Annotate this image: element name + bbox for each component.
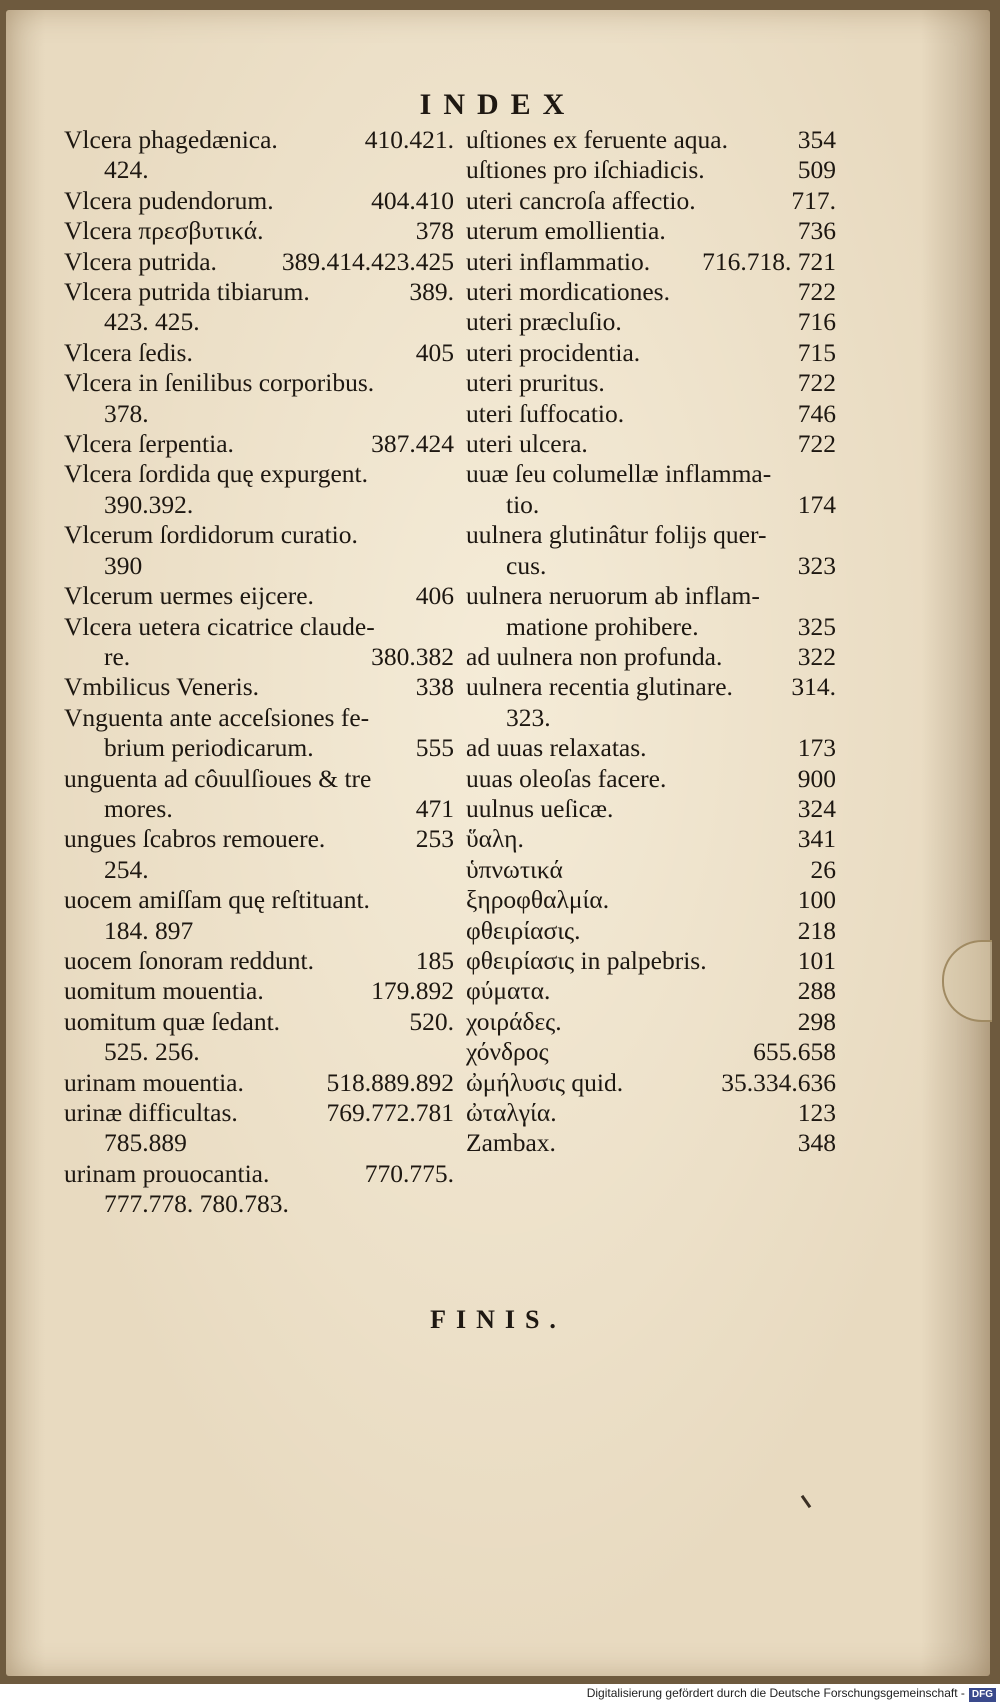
continuation-text: 378. bbox=[104, 398, 149, 428]
page-reference: 509 bbox=[797, 155, 836, 185]
index-entry bbox=[64, 1068, 454, 1098]
index-entry-line bbox=[64, 885, 454, 915]
page-reference: 722 bbox=[797, 368, 836, 398]
continuation-text: 424. bbox=[104, 155, 149, 185]
page-reference: 555 bbox=[415, 733, 454, 763]
index-entry-line bbox=[466, 1098, 836, 1128]
continuation-text: 184. 897 bbox=[104, 915, 194, 945]
index-term: urinam mouentia. bbox=[64, 1067, 244, 1097]
page-reference: 348 bbox=[797, 1128, 836, 1158]
index-entry-line bbox=[466, 247, 836, 277]
continuation-text: 423. 425. bbox=[104, 307, 200, 337]
footer-text: Digitalisierung gefördert durch die Deutsche Forschungsgemeinschaft - bbox=[586, 1686, 965, 1700]
index-entry-line bbox=[466, 459, 836, 489]
index-term: φύματα. bbox=[466, 976, 551, 1006]
continuation-text: cus. bbox=[506, 550, 547, 580]
page-reference: 406 bbox=[415, 581, 454, 611]
index-entry bbox=[466, 338, 836, 368]
page-reference: 716.718. 721 bbox=[702, 246, 836, 276]
page-reference: 387.424 bbox=[371, 429, 454, 459]
page-reference: 736 bbox=[797, 216, 836, 246]
page-reference: 35.334.636 bbox=[721, 1067, 836, 1097]
index-entry-line bbox=[64, 277, 454, 307]
index-entry bbox=[64, 946, 454, 976]
page-reference: 341 bbox=[797, 824, 836, 854]
index-entry-line bbox=[64, 672, 454, 702]
index-term: uteri præcluſio. bbox=[466, 307, 622, 337]
index-term: uulnera glutinâtur folijs quer- bbox=[466, 520, 767, 550]
index-term: uteri ſuffocatio. bbox=[466, 398, 625, 428]
index-entry-line bbox=[64, 216, 454, 246]
index-entry-continuation bbox=[64, 307, 454, 337]
index-entry bbox=[466, 824, 836, 854]
index-term: Zambax. bbox=[466, 1128, 556, 1158]
index-entry-line bbox=[64, 186, 454, 216]
index-entry bbox=[64, 186, 454, 216]
page-reference: 325 bbox=[797, 611, 836, 641]
index-entry-line bbox=[466, 581, 836, 611]
left-index-column bbox=[64, 125, 454, 1220]
index-entry bbox=[64, 216, 454, 246]
index-term: uteri cancroſa affectio. bbox=[466, 185, 696, 215]
index-entry-line bbox=[64, 581, 454, 611]
index-term: Vmbilicus Veneris. bbox=[64, 672, 260, 702]
index-entry-line bbox=[64, 976, 454, 1006]
index-entry bbox=[466, 247, 836, 277]
index-entry bbox=[466, 1037, 836, 1067]
index-entry bbox=[466, 642, 836, 672]
index-term: uuas oleoſas facere. bbox=[466, 763, 667, 793]
continuation-text: 525. 256. bbox=[104, 1037, 200, 1067]
continuation-text: matione prohibere. bbox=[506, 611, 699, 641]
index-entry-line bbox=[64, 247, 454, 277]
index-entry-continuation bbox=[64, 642, 454, 672]
page-reference: 389.414.423.425 bbox=[281, 246, 454, 276]
index-entry-line bbox=[64, 1007, 454, 1037]
index-entry bbox=[466, 794, 836, 824]
continuation-text: 390 bbox=[104, 550, 143, 580]
index-term: ὠμήλυσις quid. bbox=[466, 1067, 624, 1097]
index-term: φθειρίασις. bbox=[466, 915, 581, 945]
continuation-text: 390.392. bbox=[104, 489, 194, 519]
index-entry bbox=[64, 703, 454, 764]
index-term: Vlcera uetera cicatrice claude- bbox=[64, 611, 375, 641]
index-term: Vlcera ſedis. bbox=[64, 337, 193, 367]
index-entry-line bbox=[466, 1068, 836, 1098]
index-entry-line bbox=[466, 764, 836, 794]
page-reference: 101 bbox=[797, 945, 836, 975]
page-reference: 518.889.892 bbox=[326, 1067, 454, 1097]
page-reference: 389. bbox=[409, 277, 454, 307]
page-reference: 471 bbox=[415, 793, 454, 823]
index-entry-continuation bbox=[64, 916, 454, 946]
index-term: ὠταλγία. bbox=[466, 1098, 557, 1127]
page-reference: 354 bbox=[797, 125, 836, 154]
index-term: χόνδρος bbox=[466, 1037, 549, 1067]
index-entry bbox=[466, 459, 836, 520]
index-entry-continuation bbox=[64, 155, 454, 185]
index-entry bbox=[64, 1159, 454, 1220]
index-entry bbox=[64, 1007, 454, 1068]
page-reference: 173 bbox=[797, 733, 836, 763]
index-entry bbox=[64, 824, 454, 885]
index-entry-line bbox=[64, 459, 454, 489]
page-reference: 253 bbox=[415, 824, 454, 854]
index-entry-continuation bbox=[466, 703, 836, 733]
index-term: uterum emollientia. bbox=[466, 216, 666, 246]
index-entry bbox=[466, 520, 836, 581]
index-entry-continuation bbox=[64, 794, 454, 824]
index-term: urinæ difficultas. bbox=[64, 1098, 238, 1127]
index-entry-line bbox=[466, 216, 836, 246]
index-entry-line bbox=[466, 976, 836, 1006]
continuation-text: 254. bbox=[104, 854, 149, 884]
page-reference: 717. bbox=[791, 185, 836, 215]
index-term: Vlcera putrida. bbox=[64, 246, 217, 276]
index-term: uulnera neruorum ab inflam- bbox=[466, 581, 760, 611]
paper-clip-mark bbox=[942, 940, 992, 1022]
index-entry-line bbox=[466, 307, 836, 337]
index-entry bbox=[466, 976, 836, 1006]
index-term: Vlcera ſordida quę expurgent. bbox=[64, 459, 368, 489]
index-term: uomitum mouentia. bbox=[64, 976, 264, 1006]
index-entry-line bbox=[466, 125, 836, 155]
index-term: uomitum quæ ſedant. bbox=[64, 1006, 281, 1036]
index-entry bbox=[64, 429, 454, 459]
index-entry-line bbox=[64, 338, 454, 368]
index-entry bbox=[466, 277, 836, 307]
index-entry-line bbox=[64, 703, 454, 733]
index-term: Vnguenta ante acceſsiones fe- bbox=[64, 702, 370, 732]
dfg-logo-icon: DFG bbox=[969, 1688, 996, 1702]
index-term: Vlcera pudendorum. bbox=[64, 185, 274, 215]
page-reference: 410.421. bbox=[364, 125, 454, 154]
index-entry-line bbox=[466, 855, 836, 885]
index-entry-line bbox=[64, 612, 454, 642]
index-entry bbox=[64, 672, 454, 702]
index-term: Vlcera πρεσβυτικά. bbox=[64, 216, 264, 246]
index-entry-line bbox=[64, 520, 454, 550]
index-entry-continuation bbox=[64, 490, 454, 520]
index-entry bbox=[466, 368, 836, 398]
index-entry-line bbox=[466, 824, 836, 854]
finis-label: FINIS. bbox=[430, 1305, 566, 1334]
index-term: ungues ſcabros remouere. bbox=[64, 824, 326, 854]
page-reference: 338 bbox=[415, 672, 454, 702]
index-term: uocem amiſſam quę reſtituant. bbox=[64, 885, 370, 915]
index-entry-line bbox=[466, 733, 836, 763]
index-entry bbox=[466, 1068, 836, 1098]
index-entry-line bbox=[64, 1159, 454, 1189]
index-entry bbox=[64, 338, 454, 368]
index-entry-line bbox=[466, 155, 836, 185]
page-header: INDEX bbox=[419, 88, 577, 121]
index-term: uſtiones ex feruente aqua. bbox=[466, 125, 728, 154]
index-entry-line bbox=[466, 429, 836, 459]
index-entry bbox=[466, 216, 836, 246]
ink-mark bbox=[801, 1495, 811, 1508]
index-entry-line bbox=[466, 916, 836, 946]
index-entry-line bbox=[466, 520, 836, 550]
index-entry-line bbox=[64, 1068, 454, 1098]
index-term: uteri inflammatio. bbox=[466, 246, 651, 276]
index-entry bbox=[466, 1007, 836, 1037]
continuation-text: tio. bbox=[506, 489, 540, 519]
index-entry-line bbox=[466, 1007, 836, 1037]
index-term: uuæ ſeu columellæ inflamma- bbox=[466, 459, 772, 489]
index-entry-line bbox=[466, 946, 836, 976]
continuation-text: 785.889 bbox=[104, 1128, 187, 1158]
digitization-footer bbox=[0, 1684, 1000, 1702]
index-term: uulnus ueſicæ. bbox=[466, 793, 614, 823]
page-reference: 288 bbox=[797, 976, 836, 1006]
index-entry-continuation bbox=[466, 490, 836, 520]
index-term: uteri mordicationes. bbox=[466, 277, 670, 307]
index-entry-line bbox=[466, 186, 836, 216]
index-entry bbox=[64, 885, 454, 946]
index-term: urinam prouocantia. bbox=[64, 1158, 270, 1188]
page-reference: 378 bbox=[415, 216, 454, 246]
index-entry bbox=[466, 764, 836, 794]
index-term: χοιράδες. bbox=[466, 1006, 562, 1036]
index-entry bbox=[64, 764, 454, 825]
index-entry-line bbox=[466, 1037, 836, 1067]
index-entry-line bbox=[466, 1128, 836, 1158]
index-term: ad uuas relaxatas. bbox=[466, 733, 647, 763]
index-term: uteri ulcera. bbox=[466, 429, 588, 459]
index-entry-continuation bbox=[64, 1189, 454, 1219]
index-entry-continuation bbox=[64, 399, 454, 429]
index-term: Vlcera in ſenilibus corporibus. bbox=[64, 368, 375, 398]
index-entry bbox=[64, 247, 454, 277]
index-entry bbox=[64, 125, 454, 186]
index-entry bbox=[466, 429, 836, 459]
continuation-text: 777.778. 780.783. bbox=[104, 1189, 289, 1219]
page-reference: 716 bbox=[797, 307, 836, 337]
page-reference: 715 bbox=[797, 337, 836, 367]
index-entry-line bbox=[466, 642, 836, 672]
page-reference: 404.410 bbox=[371, 185, 454, 215]
index-entry bbox=[466, 1098, 836, 1128]
index-entry bbox=[466, 946, 836, 976]
index-term: Vlcerum ſordidorum curatio. bbox=[64, 520, 358, 550]
index-entry-continuation bbox=[466, 612, 836, 642]
page-reference: 770.775. bbox=[364, 1158, 454, 1188]
page-reference: 746 bbox=[797, 398, 836, 428]
page-reference: 322 bbox=[797, 641, 836, 671]
index-entry bbox=[466, 399, 836, 429]
index-term: Vlcerum uermes eijcere. bbox=[64, 581, 314, 611]
page-reference: 179.892 bbox=[371, 976, 454, 1006]
index-entry-line bbox=[64, 429, 454, 459]
index-term: ὕαλη. bbox=[466, 824, 524, 854]
book-page bbox=[6, 10, 990, 1676]
index-entry-continuation bbox=[64, 551, 454, 581]
page-reference: 769.772.781 bbox=[326, 1098, 454, 1127]
page-reference: 100 bbox=[797, 885, 836, 915]
index-entry-line bbox=[466, 672, 836, 702]
index-entry bbox=[64, 976, 454, 1006]
page-reference: 722 bbox=[797, 277, 836, 307]
index-entry-continuation bbox=[64, 855, 454, 885]
index-term: Vlcera ſerpentia. bbox=[64, 429, 234, 459]
index-entry bbox=[466, 733, 836, 763]
index-entry bbox=[64, 459, 454, 520]
index-entry bbox=[466, 307, 836, 337]
index-term: uteri procidentia. bbox=[466, 337, 641, 367]
index-entry bbox=[466, 155, 836, 185]
index-term: uocem ſonoram reddunt. bbox=[64, 945, 314, 975]
continuation-text: 323. bbox=[506, 702, 551, 732]
index-entry-line bbox=[64, 946, 454, 976]
index-term: unguenta ad côuulſioues & tre bbox=[64, 763, 372, 793]
continuation-text: mores. bbox=[104, 793, 173, 823]
index-term: Vlcera phagedænica. bbox=[64, 125, 278, 154]
page-reference: 405 bbox=[415, 337, 454, 367]
page-reference: 380.382 bbox=[371, 641, 454, 671]
index-entry-line bbox=[64, 764, 454, 794]
page-reference: 298 bbox=[797, 1006, 836, 1036]
right-index-column bbox=[466, 125, 836, 1159]
page-reference: 123 bbox=[797, 1098, 836, 1127]
index-entry-line bbox=[466, 277, 836, 307]
index-entry bbox=[64, 277, 454, 338]
index-term: φθειρίασις in palpebris. bbox=[466, 945, 707, 975]
page-reference: 900 bbox=[797, 763, 836, 793]
index-entry bbox=[64, 520, 454, 581]
page-reference: 185 bbox=[415, 945, 454, 975]
index-entry-continuation bbox=[64, 1128, 454, 1158]
index-entry bbox=[466, 855, 836, 885]
page-reference: 26 bbox=[810, 854, 836, 884]
index-entry bbox=[466, 581, 836, 642]
index-entry bbox=[64, 1098, 454, 1159]
index-entry bbox=[466, 1128, 836, 1158]
page-reference: 324 bbox=[797, 793, 836, 823]
index-entry-continuation bbox=[64, 733, 454, 763]
index-term: Vlcera putrida tibiarum. bbox=[64, 277, 310, 307]
index-term: uulnera recentia glutinare. bbox=[466, 672, 733, 702]
page-reference: 655.658 bbox=[753, 1037, 836, 1067]
index-entry bbox=[64, 612, 454, 673]
index-entry-line bbox=[64, 824, 454, 854]
index-entry-line bbox=[64, 125, 454, 155]
index-term: ὑπνωτικά bbox=[466, 854, 563, 884]
page-reference: 314. bbox=[791, 672, 836, 702]
page-reference: 218 bbox=[797, 915, 836, 945]
index-entry-continuation bbox=[64, 1037, 454, 1067]
index-entry bbox=[466, 186, 836, 216]
index-term: ad uulnera non profunda. bbox=[466, 641, 723, 671]
index-entry-line bbox=[466, 794, 836, 824]
index-entry-line bbox=[64, 1098, 454, 1128]
index-entry bbox=[466, 916, 836, 946]
index-entry bbox=[64, 368, 454, 429]
index-entry-line bbox=[64, 368, 454, 398]
index-entry bbox=[64, 581, 454, 611]
index-term: uſtiones pro iſchiadicis. bbox=[466, 155, 705, 185]
index-term: ξηροφθαλμία. bbox=[466, 885, 610, 915]
continuation-text: brium periodicarum. bbox=[104, 733, 314, 763]
page-reference: 323 bbox=[797, 550, 836, 580]
page-reference: 174 bbox=[797, 489, 836, 519]
index-term: uteri pruritus. bbox=[466, 368, 605, 398]
continuation-text: re. bbox=[104, 641, 131, 671]
index-entry-line bbox=[466, 338, 836, 368]
index-entry bbox=[466, 885, 836, 915]
page-reference: 520. bbox=[409, 1006, 454, 1036]
index-entry bbox=[466, 672, 836, 733]
index-entry-line bbox=[466, 368, 836, 398]
page-reference: 722 bbox=[797, 429, 836, 459]
index-entry bbox=[466, 125, 836, 155]
index-entry-line bbox=[466, 885, 836, 915]
index-entry-continuation bbox=[466, 551, 836, 581]
index-entry-line bbox=[466, 399, 836, 429]
